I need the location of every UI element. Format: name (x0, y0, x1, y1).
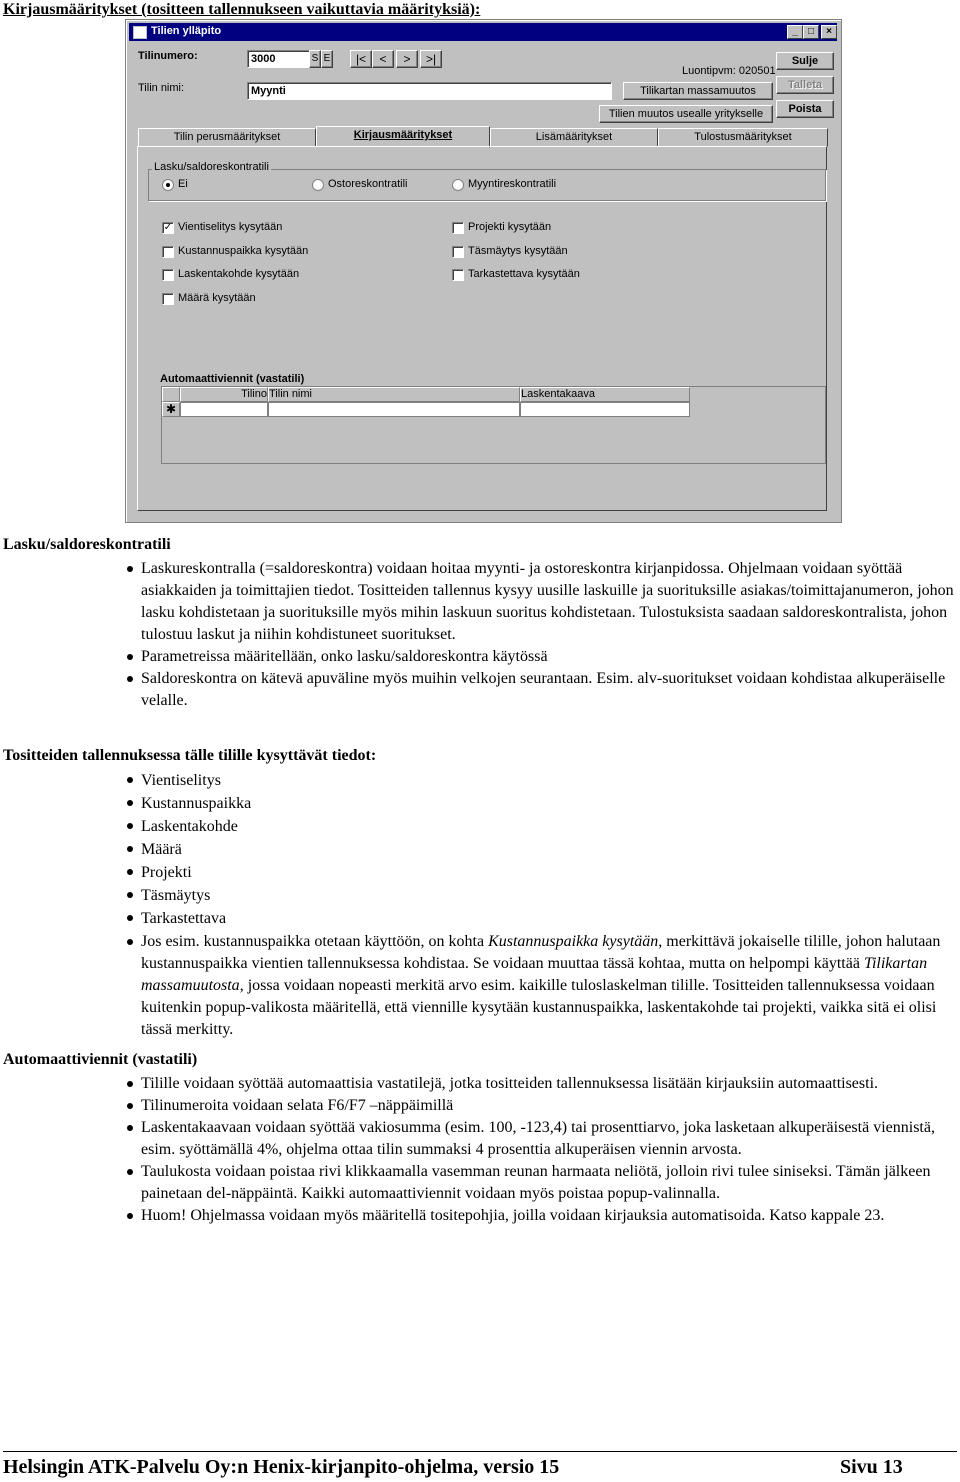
tab-additional[interactable]: Lisämääritykset (490, 128, 658, 147)
radio-purchase-label: Ostoreskontratili (328, 178, 408, 190)
app-icon (133, 26, 147, 39)
check-laskentakohde-label: Laskentakohde kysytään (178, 268, 300, 280)
list-item: Laskureskontralla (=saldoreskontra) voidaan hoitaa myynti- ja ostoreskontra kirjanpidossa. Ohjelmaan voidaan syöttää asiakkaiden ja toimittajien tiedot. Tositteiden tallennus kysyy uusille laskuille ja suorituksille asiakas/toimittajanumeron, johon lasku kohdistetaan ja suorituksille myös mihin laskuun suoritus kohdistetaan. Tulostuksista saadaan saldoreskontralista, johon tulostuu laskut ja niihin kohdistuneet suoritukset. (141, 558, 956, 646)
account-name-input[interactable]: Myynti (247, 82, 612, 100)
created-date-label: Luontipvm: 020501 (682, 65, 776, 77)
section3-title: Automaattiviennit (vastatili) (3, 1051, 198, 1068)
check-projekti-label: Projekti kysytään (468, 221, 552, 233)
nav-first-button[interactable]: |< (350, 50, 372, 68)
grid-col-laskentakaava: Laskentakaava (520, 387, 690, 402)
section2-title: Tositteiden tallennuksessa tälle tilille kysyttävät tiedot: (3, 747, 377, 764)
flag-s-button[interactable]: S (309, 50, 321, 68)
list-item: Huom! Ohjelmassa voidaan myös määritellä tositepohjia, joilla voidaan kirjauksia automatisoida. Katso kappale 23. (141, 1205, 956, 1227)
check-kustannuspaikka[interactable] (162, 246, 174, 258)
list-item: Tarkastettava (141, 907, 960, 930)
list-item: Vientiselitys (141, 769, 960, 792)
footer-rule (3, 1451, 957, 1452)
nav-last-button[interactable]: >| (420, 50, 442, 68)
section2-list (141, 769, 960, 1041)
jos-italic-1: Kustannuspaikka kysytään (488, 933, 659, 950)
dialog-titlebar (129, 23, 837, 41)
grid-cell-tilin-nimi[interactable] (268, 402, 520, 417)
check-vientiselitys-label: Vientiselitys kysytään (178, 221, 283, 233)
account-number-label: Tilinumero: (138, 50, 198, 62)
list-item: Parametreissa määritellään, onko lasku/saldoreskontra käytössä (141, 646, 956, 668)
minimize-icon[interactable]: _ (787, 25, 803, 39)
jos-text-b: , merkittävä jokaiselle tilille, johon halutaan kustannuspaikka vientien tallennuksessa kohdistaa. Se voidaan muuttaa tässä kohtaa, mutta on helpompi käyttää (141, 933, 941, 972)
radio-none-label: Ei (178, 178, 188, 190)
section3-list (141, 1073, 956, 1227)
list-item: Kustannuspaikka (141, 792, 960, 815)
radio-purchase[interactable] (312, 179, 324, 191)
account-number-input[interactable]: 3000 (247, 50, 310, 68)
close-button[interactable]: Sulje (776, 52, 834, 70)
nav-prev-button[interactable]: < (372, 50, 394, 68)
account-name-label: Tilin nimi: (138, 82, 185, 94)
check-tasmaytys-label: Täsmäytys kysytään (468, 245, 568, 257)
dialog-title: Tilien ylläpito (151, 25, 222, 37)
grid-corner (162, 387, 180, 402)
auto-postings-grid (161, 386, 826, 464)
grid-cell-laskentakaava[interactable] (520, 402, 690, 417)
check-maara-label: Määrä kysytään (178, 292, 256, 304)
list-item: Tilille voidaan syöttää automaattisia vastatilejä, jotka tositteiden tallennuksessa lisätään kirjauksiin automaattisesti. (141, 1073, 956, 1095)
section1-title: Lasku/saldoreskontratili (3, 536, 171, 553)
list-item: Määrä (141, 838, 960, 861)
nav-next-button[interactable]: > (396, 50, 418, 68)
grid-col-tilino: Tilino (180, 387, 268, 402)
list-item (141, 931, 953, 1041)
footer-title: Helsingin ATK-Palvelu Oy:n Henix-kirjanpito-ohjelma, versio 15 (3, 1456, 560, 1478)
new-row-selector[interactable]: ✱ (162, 402, 180, 417)
jos-text-a: Jos esim. kustannuspaikka otetaan käyttöön, on kohta (141, 933, 489, 950)
list-item: Projekti (141, 861, 960, 884)
check-projekti[interactable] (452, 222, 464, 234)
close-icon[interactable]: × (821, 25, 837, 39)
radio-sales-label: Myyntireskontratili (468, 178, 557, 190)
check-tasmaytys[interactable] (452, 246, 464, 258)
maximize-icon[interactable]: □ (803, 25, 819, 39)
check-vientiselitys[interactable]: ✓ (163, 222, 173, 233)
flag-e-button[interactable]: E (321, 50, 333, 68)
tab-basic[interactable]: Tilin perusmääritykset (138, 128, 316, 147)
check-maara[interactable] (162, 293, 174, 305)
grid-col-tilin-nimi: Tilin nimi (268, 387, 520, 402)
auto-postings-label: Automaattiviennit (vastatili) (160, 373, 305, 385)
list-item: Saldoreskontra on kätevä apuväline myös muihin velkojen seurantaan. Esim. alv-suoritukset voidaan kohdistaa alkuperäiselle velalle. (141, 668, 956, 712)
save-button[interactable]: Talleta (776, 76, 834, 94)
list-item: Taulukosta voidaan poistaa rivi klikkaamalla vasemman reunan harmaata neliötä, jolloin rivi tulee siniseksi. Tämän jälkeen painetaan del-näppäintä. Kaikki automaattiviennit voidaan myös poistaa popup-valinnalla. (141, 1161, 956, 1205)
tab-printing[interactable]: Tulostusmääritykset (658, 128, 828, 147)
mass-change-button[interactable]: Tilikartan massamuutos (623, 82, 773, 100)
jos-italic-2: Tilikartan massamuutosta (141, 955, 928, 994)
list-item: Tilinumeroita voidaan selata F6/F7 –näppäimillä (141, 1095, 956, 1117)
check-tarkastettava-label: Tarkastettava kysytään (468, 268, 580, 280)
list-item: Täsmäytys (141, 884, 960, 907)
page-heading: Kirjausmääritykset (tositteen tallennukseen vaikuttavia määrityksiä): (3, 1, 481, 18)
tab-posting[interactable]: Kirjausmääritykset (316, 126, 490, 148)
multi-company-button[interactable]: Tilien muutos usealle yritykselle (599, 105, 773, 123)
accounts-dialog (125, 19, 842, 523)
check-laskentakohde[interactable] (162, 269, 174, 281)
section1-list (141, 558, 956, 712)
jos-text-c: , jossa voidaan nopeasti merkitä arvo esim. kaikille tuloslaskelman tilille. Tositteiden tallennuksessa voidaan kuitenkin popup-valikosta määritellä, että viennille kysytään kustannuspaikka, laskentakohde tai projekti, vaikka sitä ei olisi tässä merkitty. (141, 977, 937, 1038)
radio-sales[interactable] (452, 179, 464, 191)
delete-button[interactable]: Poista (776, 100, 834, 118)
list-item: Laskentakohde (141, 815, 960, 838)
ledger-group-label: Lasku/saldoreskontratili (154, 161, 269, 173)
list-item: Laskentakaavaan voidaan syöttää vakiosumma (esim. 100, -123,4) tai prosenttiarvo, joka lasketaan alkuperäisestä viennistä, esim. syöttämällä 4%, ohjelma ottaa tilin summaksi 4 prosenttia alkuperäisen viennin arvosta. (141, 1117, 956, 1161)
check-tarkastettava[interactable] (452, 269, 464, 281)
radio-none[interactable] (162, 179, 174, 191)
page-number: Sivu 13 (840, 1456, 903, 1478)
grid-cell-tilino[interactable] (180, 402, 268, 417)
check-kustannuspaikka-label: Kustannuspaikka kysytään (178, 245, 309, 257)
